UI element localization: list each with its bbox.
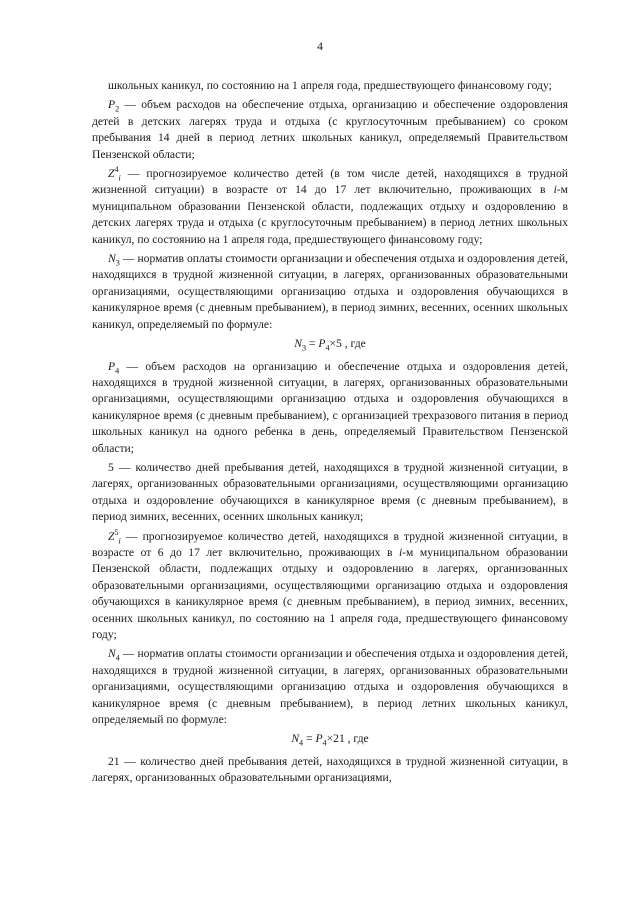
italic-index: i	[398, 545, 403, 559]
symbol-superscript: 5	[114, 527, 119, 537]
formula-rhs-subscript: 4	[322, 738, 327, 748]
symbol-subscript: i	[118, 173, 121, 183]
paragraph-text: — объем расходов на организацию и обеспечение отдыха и оздоровления детей, находящихся в трудной жизненной ситуации, в лагерях, организованных образовательными организациями, осуществляющими организацию отдыха и оздоровления обучающихся в каникулярное время (с дневным пребыванием), с организацией трехразового питания в период школьных каникул на одного ребенка в день, определяемый Правительством Пензенской области;	[92, 359, 568, 455]
symbol-superscript: 4	[114, 165, 119, 175]
paragraph-p2-definition	[92, 97, 568, 163]
symbol-subscript: 4	[115, 365, 120, 375]
symbol-subscript: i	[118, 535, 121, 545]
formula-n3	[92, 336, 568, 352]
formula-equals: =	[306, 337, 319, 351]
paragraph-continuation	[92, 78, 568, 94]
symbol-subscript: 2	[115, 104, 120, 114]
formula-rhs: P	[318, 337, 326, 351]
symbol-subscript: 4	[115, 653, 120, 663]
symbol-n: N	[108, 647, 116, 661]
formula-equals: =	[303, 732, 316, 746]
paragraph-text: 5 — количество дней пребывания детей, находящихся в трудной жизненной ситуации, в лагерях, организованных образовательными организациями, осуществляющими организацию отдыха и оздоровление обучающихся в каникулярное время (с дневным пребыванием), в период зимних, весенних, осенних школьных каникул;	[92, 460, 568, 524]
formula-tail: ×5 , где	[329, 337, 366, 351]
paragraph-text: -м муниципальном образовании Пензенской области, подлежащих отдыху и оздоровлению в лагерях, организованных образовательными организациями, осуществляющими организацию отдыха и оздоровления обучающихся в каникулярное время (с дневным пребыванием), в период зимних, весенних, осенних школьных каникул, по состоянию на 1 апреля года, предшествующего финансовому году;	[92, 545, 568, 641]
formula-tail: ×21 , где	[326, 732, 369, 746]
formula-n4	[92, 731, 568, 747]
paragraph-z4-definition	[92, 166, 568, 248]
paragraph-text: — норматив оплаты стоимости организации и обеспечения отдыха и оздоровления детей, находящихся в трудной жизненной ситуации, в лагерях, организованных образовательными организациями, осуществляющими организацию отдыха и оздоровления обучающихся в каникулярное время (с дневным пребыванием), в период летних школьных каникул, определяемый по формуле:	[92, 647, 568, 727]
paragraph-text: -м муниципальном образовании Пензенской области, подлежащих отдыху и оздоровлению в детских лагерях труда и отдыха (с круглосуточным пребыванием) в период летних школьных каникул, по состоянию на 1 апреля года, предшествующего финансовому году;	[92, 183, 568, 246]
paragraph-text: школьных каникул, по состоянию на 1 апреля года, предшествующего финансовому году;	[108, 79, 552, 92]
symbol-subscript: 3	[115, 258, 120, 268]
italic-index: i	[553, 183, 557, 197]
formula-lhs: N	[291, 732, 300, 746]
paragraph-z5-definition	[92, 529, 568, 644]
formula-lhs: N	[294, 337, 302, 351]
formula-lhs-subscript: 4	[299, 738, 304, 748]
symbol-p: P	[108, 98, 116, 112]
formula-lhs-subscript: 3	[301, 343, 307, 353]
symbol-z: Z	[108, 529, 115, 543]
paragraph-text: — объем расходов на обеспечение отдыха, организацию и обеспечение оздоровления детей в детских лагерях труда и отдыха (с круглосуточным пребыванием) со сроком пребывания 14 дней в период летних школьных каникул, определяемый Правительством Пензенской области;	[92, 98, 568, 161]
paragraph-text: 21 — количество дней пребывания детей, находящихся в трудной жизненной ситуации, в лагерях, организованных образовательными организациями,	[92, 754, 568, 785]
formula-rhs: P	[315, 732, 323, 746]
paragraph-5-days	[92, 460, 568, 526]
paragraph-n3-definition	[92, 251, 568, 333]
paragraph-n4-definition	[92, 646, 568, 728]
formula-rhs-subscript: 4	[325, 343, 330, 353]
symbol-n: N	[108, 252, 116, 266]
paragraph-21-days	[92, 754, 568, 787]
paragraph-text: — прогнозируемое количество детей, находящихся в трудной жизненной ситуации, в возрасте от 6 до 17 лет включительно, проживающих в	[92, 529, 568, 559]
paragraph-text: — норматив оплаты стоимости организации и обеспечения отдыха и оздоровления детей, находящихся в трудной жизненной ситуации, в лагерях, организованных образовательными организациями, осуществляющими организацию отдыха и оздоровления обучающихся в каникулярное время (с дневным пребыванием), в период зимних, весенних, осенних школьных каникул, определяемый по формуле:	[92, 252, 568, 331]
symbol-p: P	[108, 359, 116, 373]
paragraph-p4-definition	[92, 359, 568, 457]
document-body	[92, 78, 568, 790]
page-number: 4	[317, 39, 323, 53]
symbol-z: Z	[108, 167, 115, 181]
paragraph-text: — прогнозируемое количество детей (в том числе детей, находящихся в трудной жизненной ситуации) в возрасте от 14 до 17 лет включительно, проживающих в	[92, 167, 568, 197]
